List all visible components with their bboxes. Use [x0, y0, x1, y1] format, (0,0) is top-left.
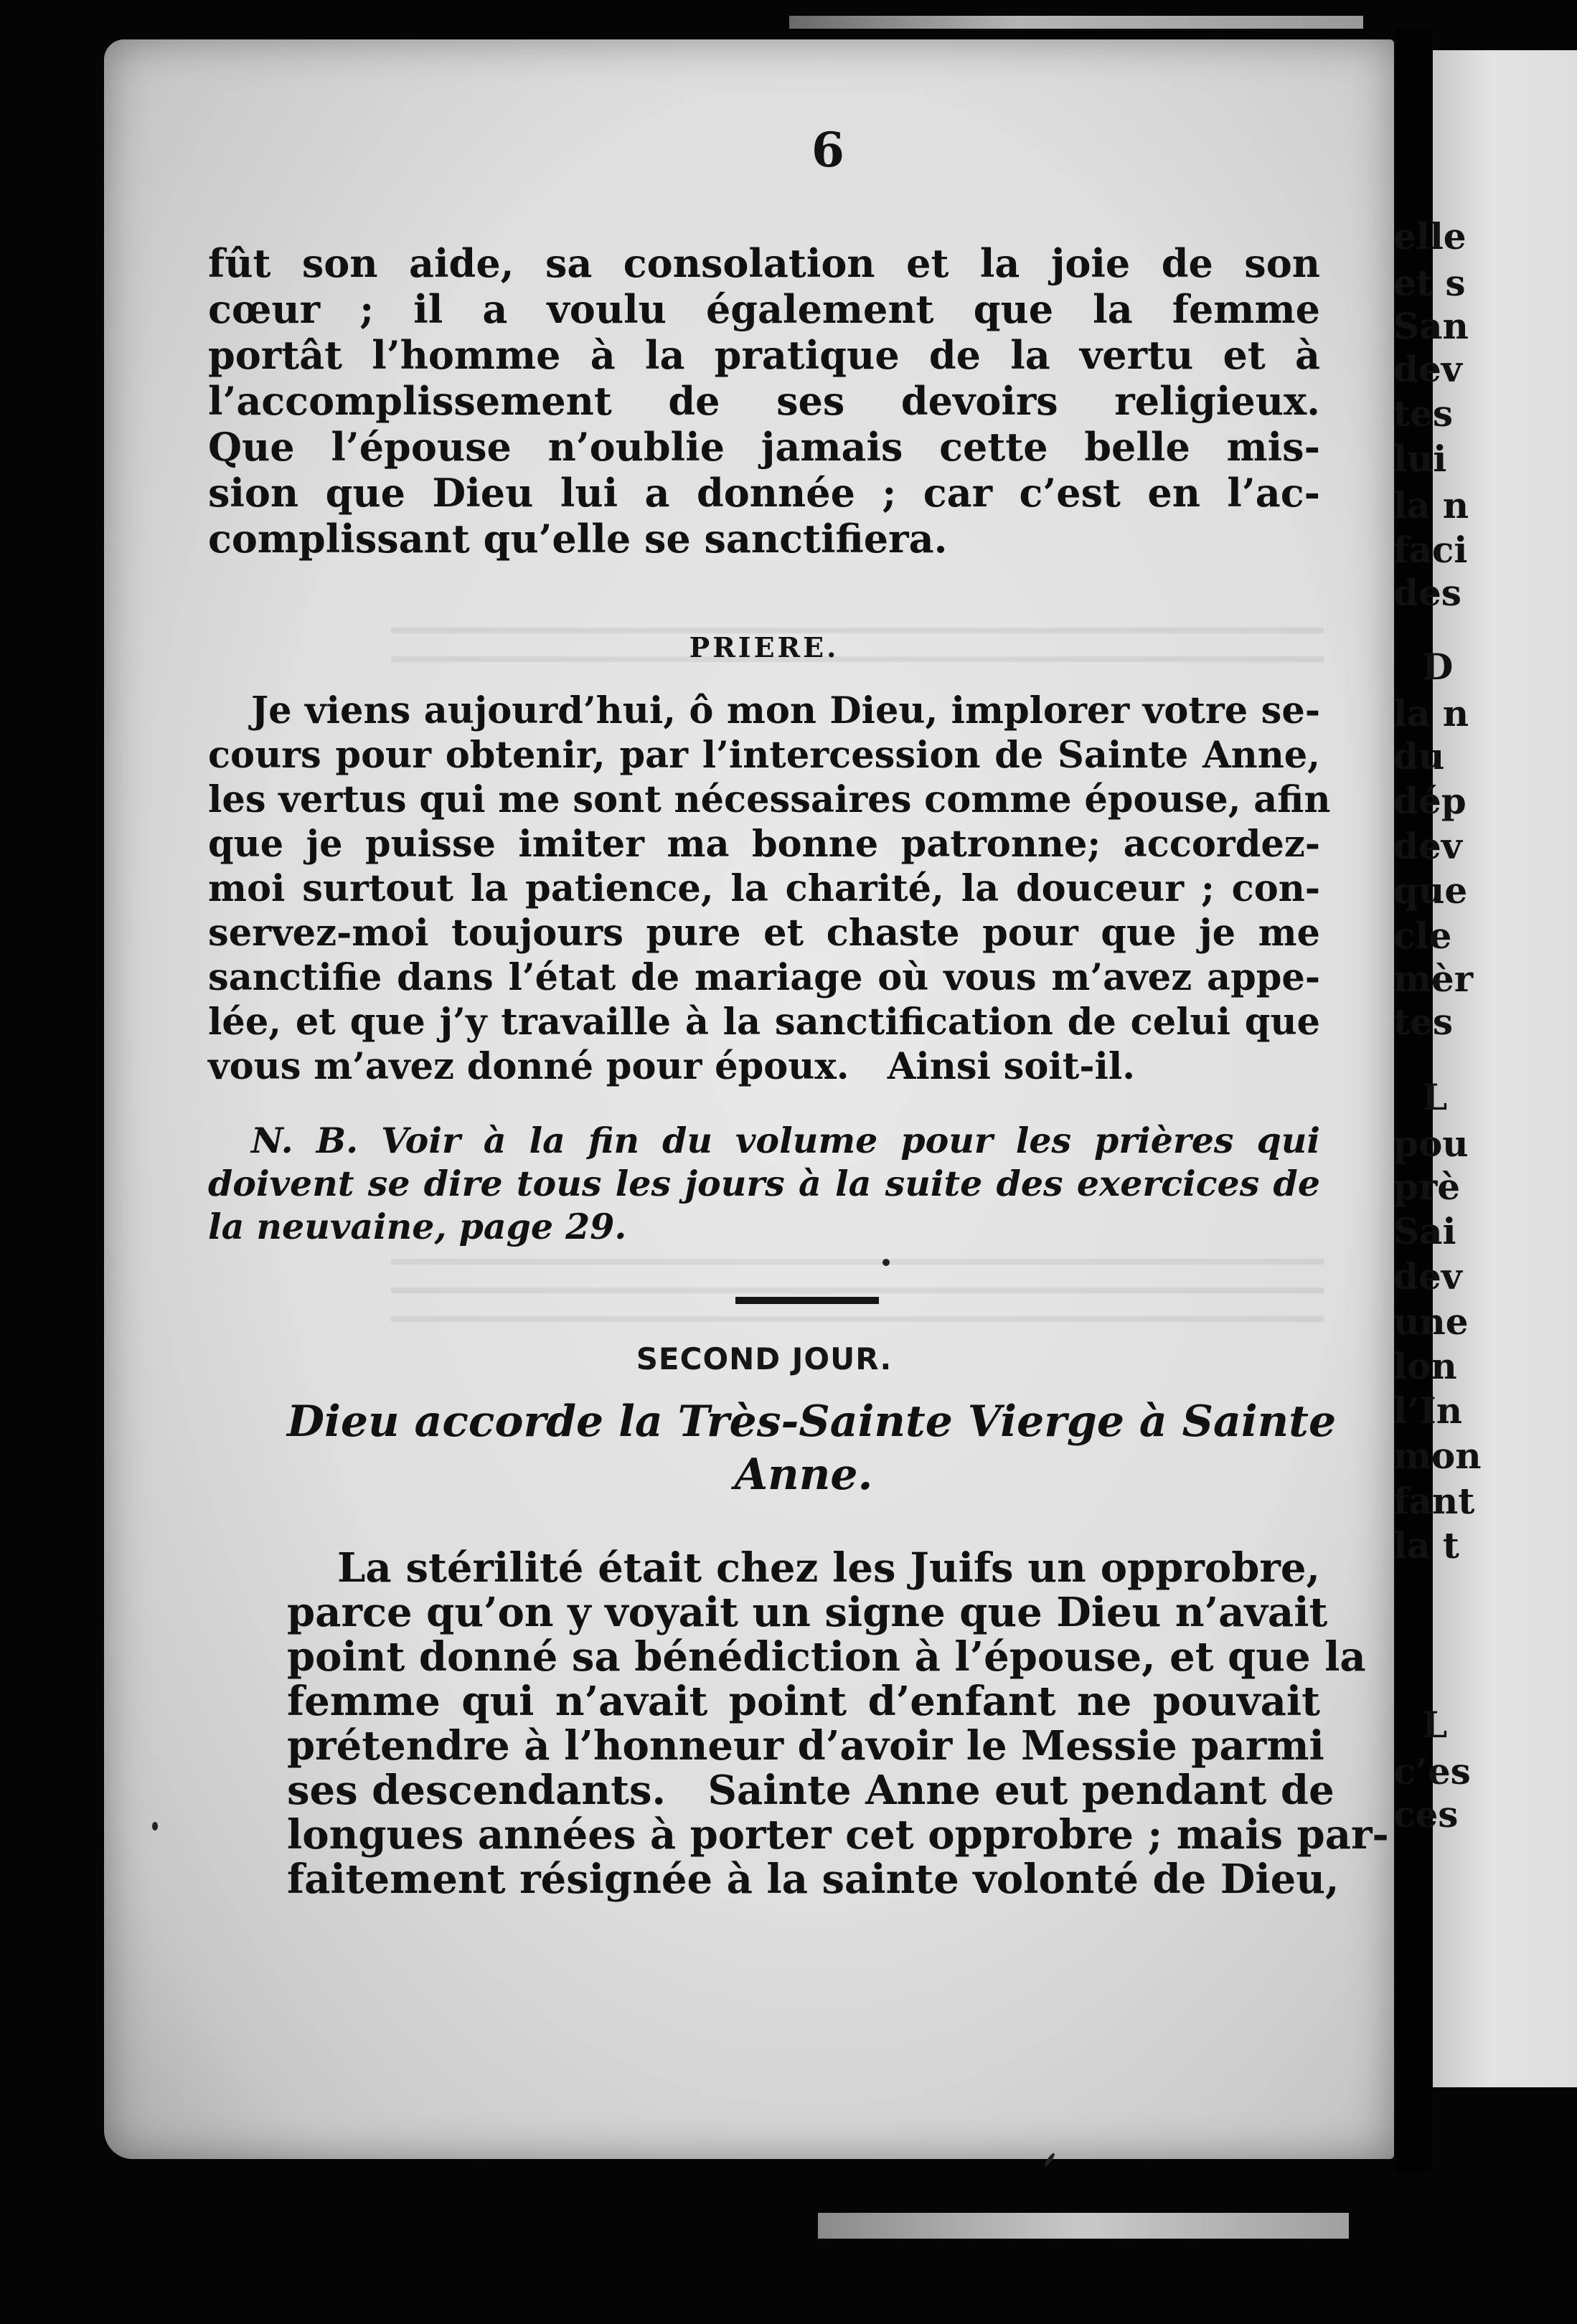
- right-page-text-fragment: L: [1422, 1704, 1448, 1746]
- right-page-text-fragment: dev: [1393, 825, 1462, 867]
- text-line: longues années à porter cet opprobre ; mais par-: [287, 1811, 1389, 1858]
- text-line: sion que Dieu lui a donnée ; car c’est en l’ac-: [208, 470, 1320, 516]
- bleed-through-line: [391, 1316, 1324, 1322]
- right-page-text-fragment: tes: [1393, 1001, 1454, 1043]
- text-line: moi surtout la patience, la charité, la douceur ; con-: [208, 867, 1320, 910]
- text-line: portât l’homme à la pratique de la vertu et à: [208, 332, 1320, 378]
- text-line: complissant qu’elle se sanctifiera.: [208, 516, 948, 562]
- right-page-text-fragment: des: [1393, 572, 1461, 614]
- right-page-text-fragment: que: [1393, 869, 1468, 912]
- scan-speck: [152, 1822, 158, 1831]
- nota-bene: [208, 1119, 1320, 1248]
- right-page-text-fragment: San: [1393, 305, 1469, 347]
- right-page-text-fragment: la n: [1393, 484, 1469, 526]
- text-line: parce qu’on y voyait un signe que Dieu n’avait: [287, 1589, 1328, 1636]
- right-page-text-fragment: pou: [1393, 1123, 1469, 1165]
- right-page-text-fragment: faci: [1393, 529, 1468, 571]
- right-page-text-fragment: dép: [1393, 780, 1467, 822]
- scan-speck: [882, 1259, 890, 1266]
- right-page-text-fragment: tes: [1393, 392, 1454, 435]
- text-line: servez-moi toujours pure et chaste pour que je me: [208, 912, 1320, 955]
- right-page-text-fragment: fant: [1393, 1480, 1475, 1522]
- right-page-text-fragment: mèr: [1393, 958, 1474, 1000]
- prayer-paragraph: [208, 689, 1331, 1089]
- right-page-text-fragment: cle: [1393, 915, 1452, 957]
- right-page-text-fragment: lui: [1393, 438, 1447, 480]
- text-line: Que l’épouse n’oublie jamais cette belle mis-: [208, 424, 1320, 470]
- right-page-text-fragment: Sai: [1393, 1210, 1456, 1252]
- right-page-text-fragment: mon: [1393, 1435, 1482, 1477]
- right-page-fragment: [1393, 50, 1577, 2087]
- chapter-title: [287, 1395, 1337, 1501]
- page-number: 6: [811, 122, 844, 178]
- prayer-heading: PRIERE.: [689, 631, 839, 663]
- text-line: prétendre à l’honneur d’avoir le Messie parmi: [287, 1722, 1324, 1770]
- chapter-title-line: Dieu accorde la Très-Sainte Vierge à Sainte: [287, 1397, 1337, 1447]
- text-line: faitement résignée à la sainte volonté de Dieu,: [287, 1856, 1340, 1903]
- right-page-text-fragment: la t: [1393, 1524, 1459, 1567]
- text-line: La stérilité était chez les Juifs un opprobre,: [337, 1544, 1320, 1592]
- right-page-text-fragment: L: [1422, 1076, 1448, 1118]
- opening-paragraph: [208, 240, 1320, 562]
- text-line: les vertus qui me sont nécessaires comme épouse, afin: [208, 778, 1331, 821]
- right-page-text-fragment: du: [1393, 735, 1445, 778]
- paper-edge-top: [789, 16, 1363, 29]
- right-page-text-fragment: lon: [1393, 1345, 1457, 1387]
- right-page-text-fragment: prè: [1393, 1166, 1461, 1208]
- right-page-text-fragment: et s: [1393, 262, 1466, 304]
- right-page-text-fragment: l’In: [1393, 1389, 1463, 1432]
- paper-edge-bottom: [818, 2213, 1349, 2239]
- chapter-title-line: Anne.: [734, 1450, 873, 1500]
- text-line: la neuvaine, page 29.: [208, 1206, 627, 1247]
- text-line: ses descendants. Sainte Anne eut pendant de: [287, 1767, 1334, 1814]
- right-page-text-fragment: D: [1422, 646, 1454, 688]
- bleed-through-line: [391, 1288, 1324, 1293]
- right-page-text-fragment: c’es: [1393, 1750, 1471, 1792]
- text-line: fût son aide, sa consolation et la joie de son: [208, 240, 1320, 286]
- text-line: femme qui n’avait point d’enfant ne pouvait: [287, 1678, 1320, 1725]
- right-page-text-fragment: la n: [1393, 692, 1469, 734]
- text-line: point donné sa bénédiction à l’épouse, et que la: [287, 1633, 1366, 1681]
- right-page-text-fragment: dev: [1393, 1255, 1462, 1298]
- section-heading: SECOND JOUR.: [636, 1341, 893, 1376]
- text-line: Je viens aujourd’hui, ô mon Dieu, implorer votre se-: [251, 689, 1320, 732]
- right-page-text-fragment: dev: [1393, 348, 1462, 390]
- text-line: lée, et que j’y travaille à la sanctification de celui que: [208, 1001, 1320, 1044]
- text-line: sanctifie dans l’état de mariage où vous m’avez appe-: [208, 956, 1320, 999]
- text-line: cœur ; il a voulu également que la femme: [208, 286, 1320, 332]
- text-line: doivent se dire tous les jours à la suite des exercices de: [208, 1163, 1320, 1204]
- right-page-text-fragment: une: [1393, 1300, 1469, 1343]
- text-line: vous m’avez donné pour époux. Ainsi soit-il.: [208, 1045, 1136, 1088]
- right-page-text-fragment: ces: [1393, 1793, 1459, 1836]
- body-paragraph: [287, 1544, 1389, 1903]
- bleed-through-line: [391, 1259, 1324, 1265]
- text-line: cours pour obtenir, par l’intercession de Sainte Anne,: [208, 734, 1320, 777]
- text-line: que je puisse imiter ma bonne patronne; accordez-: [208, 823, 1320, 866]
- text-line: N. B. Voir à la fin du volume pour les prières qui: [251, 1120, 1320, 1161]
- section-divider: [735, 1297, 879, 1304]
- text-line: l’accomplissement de ses devoirs religieux.: [208, 378, 1320, 424]
- right-page-text-fragment: elle: [1393, 215, 1467, 258]
